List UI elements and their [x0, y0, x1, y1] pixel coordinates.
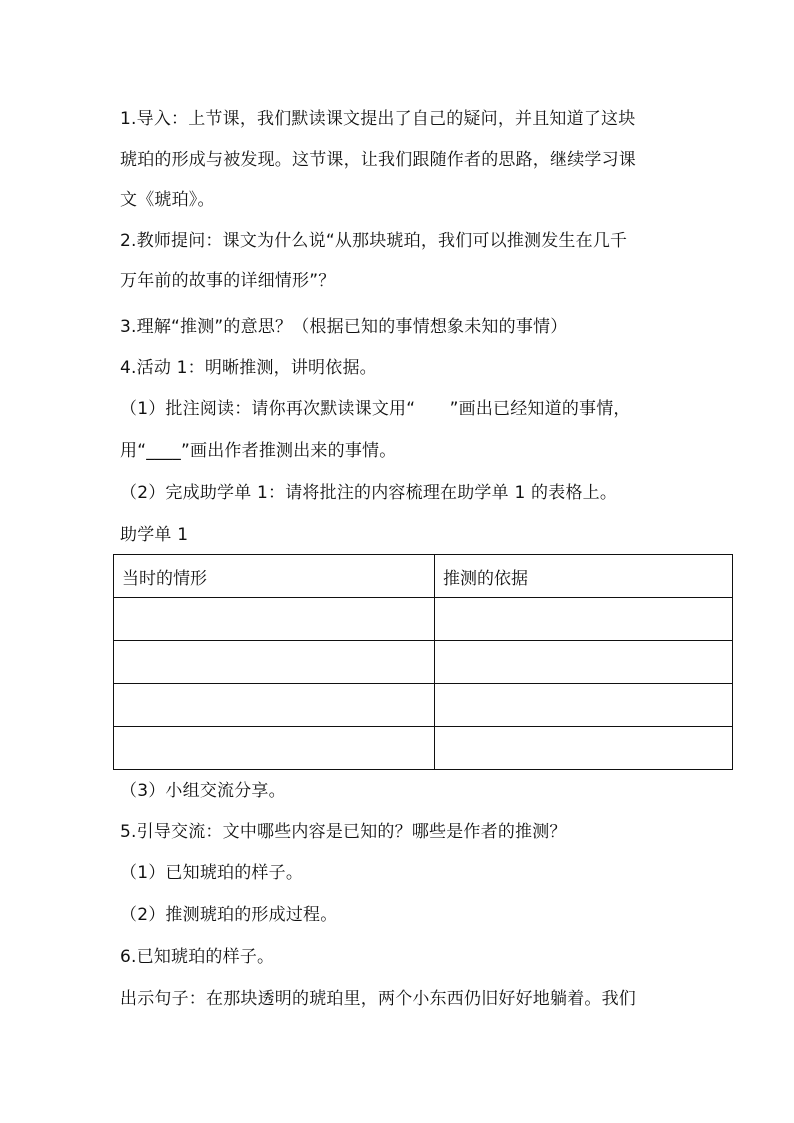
paragraph-line: （2）推测琥珀的形成过程。 [120, 905, 338, 925]
table-row [114, 684, 733, 727]
table-row [114, 641, 733, 684]
table-header-cell: 当时的情形 [114, 555, 435, 598]
table-cell [435, 727, 733, 770]
table-header-row [114, 555, 733, 598]
paragraph-line: （2）完成助学单 1：请将批注的内容梳理在助学单 1 的表格上。 [120, 483, 618, 503]
table-row [114, 598, 733, 641]
worksheet-title: 助学单 1 [120, 525, 189, 545]
table-row [114, 727, 733, 770]
paragraph-line: 6.已知琥珀的样子。 [120, 947, 275, 967]
paragraph-line: （1）已知琥珀的样子。 [120, 863, 304, 883]
paragraph-line: （1）批注阅读：请你再次默读课文用“ ”画出已经知道的事情， [120, 399, 631, 419]
paragraph-line: 用“____”画出作者推测出来的事情。 [120, 441, 397, 461]
table-cell [435, 641, 733, 684]
paragraph-line: 琥珀的形成与被发现。这节课，让我们跟随作者的思路，继续学习课 [120, 150, 636, 170]
worksheet-table [113, 554, 733, 770]
table-cell [435, 598, 733, 641]
table-cell [114, 727, 435, 770]
table-header-cell: 推测的依据 [435, 555, 733, 598]
paragraph-line: 5.引导交流：文中哪些内容是已知的？哪些是作者的推测？ [120, 822, 567, 842]
paragraph-line: 3.理解“推测”的意思？（根据已知的事情想象未知的事情） [120, 317, 568, 337]
paragraph-line: 4.活动 1：明晰推测，讲明依据。 [120, 358, 377, 378]
paragraph-line: 2.教师提问：课文为什么说“从那块琥珀，我们可以推测发生在几千 [120, 231, 628, 251]
paragraph-line: 1.导入：上节课，我们默读课文提出了自己的疑问，并且知道了这块 [120, 109, 636, 129]
paragraph-line: 出示句子：在那块透明的琥珀里，两个小东西仍旧好好地躺着。我们 [120, 989, 636, 1009]
paragraph-line: 万年前的故事的详细情形”？ [120, 271, 336, 291]
paragraph-line: （3）小组交流分享。 [120, 781, 286, 801]
table-cell [435, 684, 733, 727]
table-cell [114, 641, 435, 684]
paragraph-line: 文《琥珀》。 [120, 190, 215, 210]
table-cell [114, 598, 435, 641]
table-cell [114, 684, 435, 727]
